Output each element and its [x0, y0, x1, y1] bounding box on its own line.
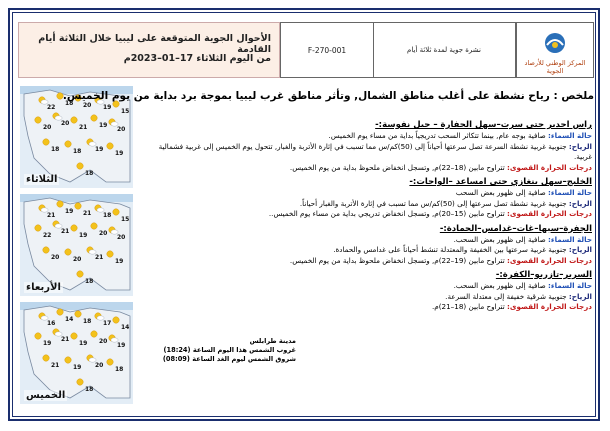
temperature-label: 19 — [115, 150, 124, 157]
region-block — [140, 224, 592, 267]
map-day-label: الثلاثاء — [26, 174, 58, 185]
sun-icon — [75, 311, 81, 317]
temperature-label: 20 — [95, 362, 104, 369]
map-day-label: الخميس — [26, 390, 66, 401]
temperature-label: 20 — [99, 338, 108, 345]
temperature-label: 21 — [47, 212, 56, 219]
title-line-1: الأحوال الجوية المتوقعة على ليبيا خلال الثلاثة أيام القادمة — [38, 33, 271, 55]
sun-icon — [91, 115, 97, 121]
title-box — [18, 22, 280, 78]
temperature-label: 19 — [79, 232, 88, 239]
sunrise-time: شروق الشمس ليوم الغد الساعة (08:09) — [162, 355, 296, 363]
sun-icon — [65, 141, 71, 147]
sun-icon — [77, 379, 83, 385]
temperature-label: 18 — [85, 170, 94, 177]
sun-icon — [113, 209, 119, 215]
temperature-label: 17 — [103, 320, 112, 327]
temperature-label: 19 — [43, 340, 52, 347]
sun-icon — [91, 223, 97, 229]
region-title: الجفرة–سبها–غات–غدامس–الحمادة:- — [439, 223, 592, 234]
sky-line: حالة السماء: صافية بوجه عام, بينما تتكاثر السحب تدريجياً بداية من مساء يوم الخميس. — [328, 131, 592, 140]
temperature-label: 19 — [117, 342, 126, 349]
sun-icon — [107, 143, 113, 149]
libya-map-2 — [20, 194, 133, 296]
temperature-label: 20 — [61, 120, 70, 127]
temperature-label: 18 — [85, 278, 94, 285]
temperature-label: 19 — [73, 364, 82, 371]
temperature-label: 20 — [99, 230, 108, 237]
city-sun-info — [146, 337, 296, 364]
temperature-label: 18 — [65, 100, 74, 107]
map-day-2 — [20, 194, 133, 296]
wind-line: الرياح: جنوبية غربية نشطة السرعة تصل سرعتها أحياناً إلى (50)كم/س مما تسبب في إثارة الأتربة والغبار, تتحول يوم الخميس إلى غربية فشمالية غربية. — [158, 141, 592, 161]
temperature-label: 14 — [65, 316, 74, 323]
region-block — [140, 270, 592, 313]
temperature-label: 20 — [117, 234, 126, 241]
temperature-label: 14 — [121, 324, 130, 331]
form-code: F-270-001 — [281, 23, 374, 77]
temp-line: درجات الحرارة القصوى: تتراوح مابين (15–20)م, وتسجل انخفاض تدريجي بداية من مساء يوم الخميس.. — [268, 209, 592, 218]
temperature-label: 19 — [99, 122, 108, 129]
temperature-label: 18 — [103, 212, 112, 219]
temperature-label: 19 — [65, 208, 74, 215]
city-name: مدينة طرابلس — [249, 337, 296, 345]
temperature-label: 19 — [95, 146, 104, 153]
sun-icon — [107, 359, 113, 365]
region-title: الخليج–سهل بنغازي حتى امساعد –الواحات:- — [409, 177, 592, 187]
meteorology-logo-icon — [541, 31, 569, 55]
sun-icon — [107, 251, 113, 257]
sunset-time: غروب الشمس هذا اليوم الساعة (18:24) — [163, 346, 296, 354]
sun-icon — [77, 271, 83, 277]
sun-icon — [65, 357, 71, 363]
regions-content — [140, 118, 592, 313]
temperature-label: 19 — [103, 104, 112, 111]
temperature-label: 18 — [83, 318, 92, 325]
sun-icon — [57, 309, 63, 315]
temperature-label: 21 — [61, 228, 70, 235]
temperature-label: 18 — [51, 146, 60, 153]
bulletin-type: نشرة جوية لمدة ثلاثة أيام — [407, 46, 481, 54]
temperature-label: 19 — [79, 340, 88, 347]
sun-icon — [71, 333, 77, 339]
temperature-label: 21 — [51, 362, 60, 369]
sky-line: حالة السماء: صافية إلى ظهور بعض السحب. — [453, 281, 592, 290]
map-day-3 — [20, 302, 133, 404]
temperature-label: 21 — [79, 124, 88, 131]
temp-line: درجات الحرارة القصوى: تتراوح مابين (19–22)م, وتسجل انخفاض ملحوظ بداية من يوم الخميس. — [289, 255, 592, 265]
sky-line: حالة السماء: صافية إلى ظهور بعض السحب — [455, 188, 592, 197]
sun-icon — [43, 355, 49, 361]
sun-icon — [77, 163, 83, 169]
temperature-label: 21 — [83, 210, 92, 217]
temperature-label: 20 — [117, 126, 126, 133]
region-title: السرير–تازربو–الكفرة:- — [495, 270, 592, 280]
temperature-label: 19 — [115, 258, 124, 265]
temperature-label: 18 — [73, 148, 82, 155]
form-info-box — [280, 22, 516, 78]
sun-icon — [65, 249, 71, 255]
region-block — [140, 120, 592, 173]
center-name: المركز الوطني للأرصاد الجوية — [524, 59, 586, 75]
sun-icon — [35, 117, 41, 123]
sun-icon — [43, 247, 49, 253]
temperature-label: 22 — [43, 232, 52, 239]
wind-line: الرياح: جنوبية شرقية خفيفة إلى معتدلة السرعة. — [445, 291, 592, 301]
summary: ملخص : رياح نشطة على أغلب مناطق الشمال, وتأثر مناطق غرب ليبيا بموجة برد بداية من يوم الخميس. — [62, 90, 594, 102]
sun-icon — [35, 333, 41, 339]
sun-icon — [91, 331, 97, 337]
sky-line: حالة السماء: صافية إلى ظهور بعض السحب. — [453, 234, 592, 244]
temperature-label: 20 — [73, 256, 82, 263]
sun-icon — [57, 201, 63, 207]
temperature-label: 18 — [85, 386, 94, 393]
wind-line: الرياح: جنوبية غربية نشطة تصل سرعتها إلى (50)كم/س مما تسبب في إثارة الأتربة والغبار أحياناً. — [299, 198, 592, 208]
region-title: راس اجدير حتى سرت–سهل الجفارة – جبل نفوسة:- — [375, 120, 592, 130]
temperature-label: 15 — [121, 108, 130, 115]
sun-icon — [35, 225, 41, 231]
temperature-label: 21 — [61, 336, 70, 343]
temperature-label: 20 — [51, 254, 60, 261]
logo-box — [516, 22, 594, 78]
temp-line: درجات الحرارة القصوى: تتراوح مابين (18–21)م. — [431, 302, 592, 311]
temperature-label: 21 — [95, 254, 104, 261]
temp-line: درجات الحرارة القصوى: تتراوح مابين (18–22)م, وتسجل انخفاض ملحوظ بداية من يوم الخميس. — [289, 162, 592, 172]
title-line-2: من اليوم الثلاثاء 17–01–2023م — [123, 53, 271, 64]
temperature-label: 15 — [121, 216, 130, 223]
temperature-label: 20 — [83, 102, 92, 109]
sun-icon — [71, 225, 77, 231]
temperature-label: 18 — [115, 366, 124, 373]
temperature-label: 22 — [47, 104, 56, 111]
map-day-label: الأربعاء — [26, 282, 61, 293]
sun-icon — [113, 317, 119, 323]
wind-line: الرياح: جنوبية غربية سرعتها بين الخفيفة والمعتدلة تنشط أحياناً على غدامس والحمادة. — [333, 245, 592, 254]
region-block — [140, 177, 592, 220]
sun-icon — [43, 139, 49, 145]
temperature-label: 20 — [43, 124, 52, 131]
sun-icon — [71, 117, 77, 123]
sun-icon — [75, 203, 81, 209]
libya-map-3 — [20, 302, 133, 404]
forecast-maps — [20, 86, 133, 404]
temperature-label: 16 — [47, 320, 56, 327]
